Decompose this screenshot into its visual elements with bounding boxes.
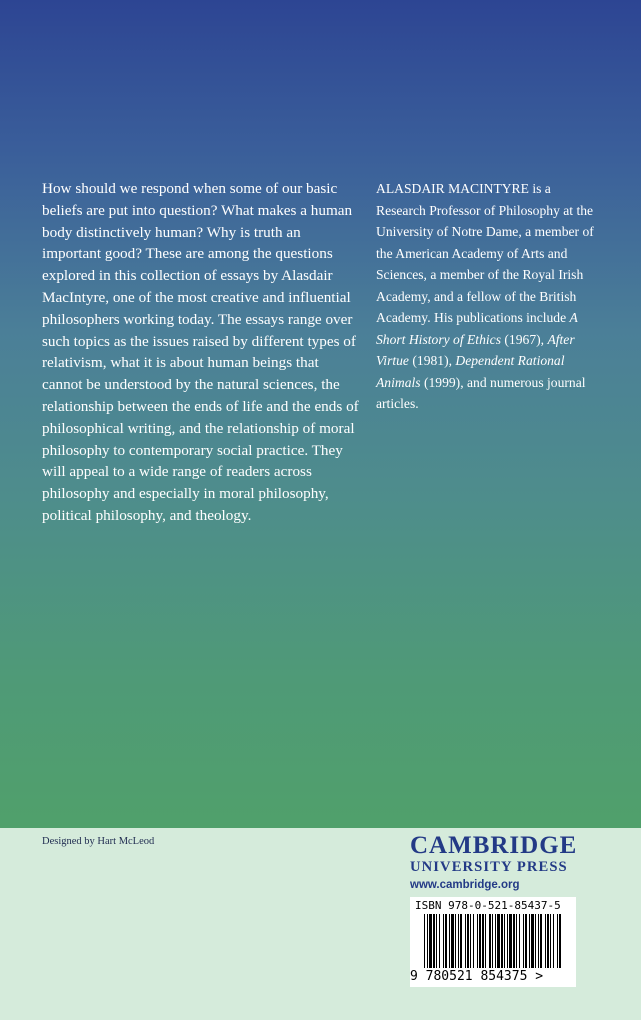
- publisher-name: CAMBRIDGE: [410, 832, 578, 859]
- barcode-bar: [550, 914, 551, 968]
- barcode-bar: [540, 914, 542, 968]
- publisher-subname: UNIVERSITY PRESS: [410, 859, 568, 875]
- barcode-bar: [507, 914, 508, 968]
- blurb-text: How should we respond when some of our basic beliefs are put into question? What makes a human body distinctively human? Why is truth an important good? These are among the questions explored in this collection of essays by Alasdair MacIntyre, one of the most creative and influential philosophers working today. The essays range over such topics as the issues raised by different types of relativism, what it is about human beings that cannot be understood by the natural sciences, the relationship between the ends of life and the ends of philosophical writing, and the relationship of moral philosophy to contemporary social practice. They will appeal to a wide range of readers across philosophy and especially in moral philosophy, political philosophy, and theology.: [42, 180, 359, 524]
- bio-work-title: A Short History of Ethics: [376, 310, 578, 347]
- bio-work-year: (1981),: [408, 353, 456, 368]
- barcode-bar: [436, 914, 437, 968]
- barcode-bar: [538, 914, 539, 968]
- barcode-bar: [513, 914, 515, 968]
- barcode-bar: [465, 914, 466, 968]
- barcode-bar: [535, 914, 536, 968]
- publisher-url[interactable]: www.cambridge.org: [410, 879, 520, 891]
- bio-work-year: (1999), and numerous journal articles.: [376, 374, 586, 411]
- barcode-bar: [545, 914, 546, 968]
- author-bio: [376, 178, 604, 415]
- barcode-bar: [557, 914, 558, 968]
- bio-intro: ALASDAIR MACINTYRE is a Research Professor of Philosophy at the University of Notre Dame, a member of the American Academy of Arts and Sciences, a member of the Royal Irish Academy, and a fellow of the British Academy. His publications include: [376, 181, 594, 325]
- barcode: [410, 897, 576, 987]
- barcode-bar: [449, 914, 450, 968]
- barcode-bar: [433, 914, 435, 968]
- barcode-bar: [509, 914, 512, 968]
- barcode-bar: [429, 914, 432, 968]
- barcode-bar: [455, 914, 456, 968]
- barcode-bar: [504, 914, 505, 968]
- barcode-bar: [489, 914, 491, 968]
- barcode-bar: [443, 914, 444, 968]
- bio-work-year: (1967),: [501, 331, 548, 347]
- barcode-bar: [485, 914, 486, 968]
- barcode-bar: [477, 914, 478, 968]
- barcode-bar: [523, 914, 524, 968]
- barcode-number: 9 780521 854375 >: [410, 969, 544, 984]
- barcode-bar: [492, 914, 493, 968]
- barcode-bar: [559, 914, 561, 968]
- barcode-bar: [519, 914, 520, 968]
- designer-credit: Designed by Hart McLeod: [42, 836, 155, 847]
- barcode-bar: [531, 914, 534, 968]
- bio-work-title: Dependent Rational Animals: [376, 353, 565, 390]
- barcode-bar: [501, 914, 503, 968]
- barcode-bar: [495, 914, 496, 968]
- barcode-bar: [553, 914, 554, 968]
- barcode-bar: [445, 914, 447, 968]
- barcode-bar: [516, 914, 517, 968]
- isbn-label: ISBN 978-0-521-85437-5: [415, 899, 561, 912]
- barcode-bar: [451, 914, 454, 968]
- barcode-bar: [529, 914, 530, 968]
- barcode-bar: [458, 914, 459, 968]
- bio-work-title: After Virtue: [376, 331, 575, 368]
- barcode-bar: [424, 914, 425, 968]
- barcode-bar: [479, 914, 481, 968]
- barcode-bar: [473, 914, 474, 968]
- barcode-bar: [525, 914, 527, 968]
- barcode-bar: [427, 914, 428, 968]
- barcode-bar: [470, 914, 471, 968]
- barcode-bar: [497, 914, 500, 968]
- barcode-bar: [547, 914, 549, 968]
- barcode-bar: [460, 914, 462, 968]
- barcode-bar: [482, 914, 484, 968]
- barcode-bar: [467, 914, 469, 968]
- barcode-bar: [439, 914, 440, 968]
